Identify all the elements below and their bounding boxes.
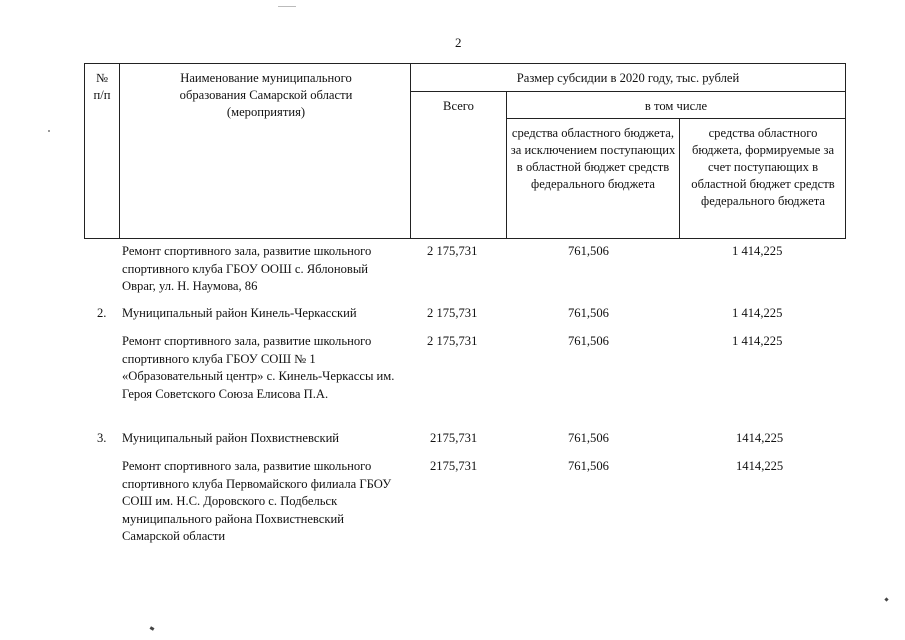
row-federal: 1 414,225 <box>732 244 783 258</box>
header-including: в том числе <box>644 99 708 113</box>
row-total: 2 175,731 <box>427 334 478 348</box>
row-regional: 761,506 <box>568 244 609 258</box>
header-col-federal: средства областного бюджета, формируемые за счет поступающих в областной бюджет средств федерального бюджета <box>691 126 835 208</box>
header-total: Всего <box>443 99 474 113</box>
row-name: Муниципальный район Похвистневский <box>122 431 340 445</box>
row-regional: 761,506 <box>568 334 609 348</box>
row-total: 2175,731 <box>430 431 478 445</box>
row-name: Ремонт спортивного зала, развитие школьного спортивного клуба ГБОУ СОШ № 1 «Образовательный центр» с. Кинель-Черкассы им. Героя Советского Союза Елисова П.А. <box>122 334 395 401</box>
row-num: 3. <box>97 431 107 445</box>
grid-line <box>119 63 120 238</box>
row-regional: 761,506 <box>568 459 609 473</box>
page-number: 2 <box>455 35 462 50</box>
row-regional: 761,506 <box>568 431 609 445</box>
grid-line <box>679 118 680 238</box>
grid-line <box>410 91 846 92</box>
grid-line <box>506 118 846 119</box>
row-total: 2175,731 <box>430 459 478 473</box>
row-name: Ремонт спортивного зала, развитие школьного спортивного клуба ГБОУ ООШ с. Яблоновый Овраг, ул. Н. Наумова, 86 <box>122 244 372 293</box>
grid-line <box>845 63 846 238</box>
row-num: 2. <box>97 306 107 320</box>
header-num: № п/п <box>93 71 111 102</box>
scan-speck <box>48 130 50 132</box>
grid-line <box>410 63 411 238</box>
row-total: 2 175,731 <box>427 244 478 258</box>
row-federal: 1 414,225 <box>732 306 783 320</box>
row-regional: 761,506 <box>568 306 609 320</box>
header-subsidy: Размер субсидии в 2020 году, тыс. рублей <box>516 71 740 85</box>
row-name: Ремонт спортивного зала, развитие школьного спортивного клуба Первомайского филиала ГБОУ СОШ им. Н.С. Доровского с. Подбельск муниципального района Похвистневский Самарской области <box>122 459 392 543</box>
scan-speck <box>884 597 888 601</box>
row-name: Муниципальный район Кинель-Черкасский <box>122 306 357 320</box>
row-federal: 1414,225 <box>736 459 784 473</box>
scan-speck <box>150 626 155 631</box>
row-federal: 1414,225 <box>736 431 784 445</box>
header-col-regional: средства областного бюджета, за исключением поступающих в областной бюджет средств федерального бюджета <box>510 126 676 191</box>
row-total: 2 175,731 <box>427 306 478 320</box>
row-federal: 1 414,225 <box>732 334 783 348</box>
scan-speck <box>278 6 296 7</box>
header-name: Наименование муниципального образования Самарской области (мероприятия) <box>179 71 353 119</box>
